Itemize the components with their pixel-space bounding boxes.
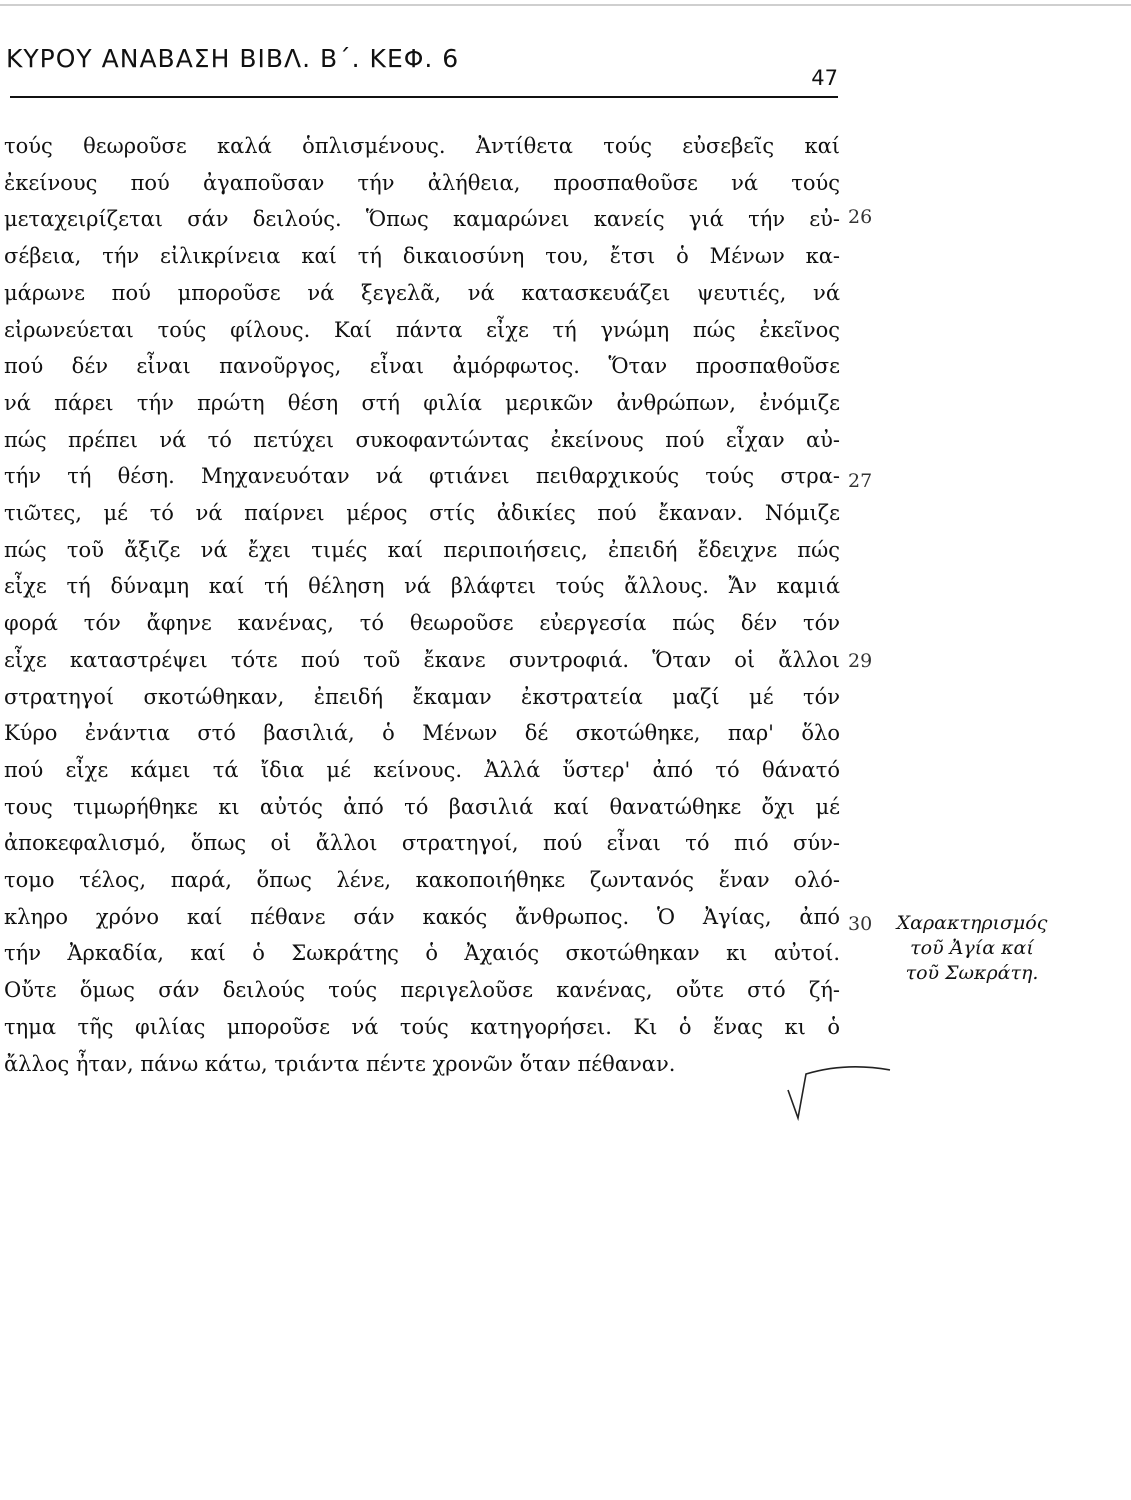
pen-check-mark bbox=[786, 1060, 896, 1130]
text-line: νά πάρει τήν πρώτη θέση στή φιλία μερικῶν ἀνθρώπων, ἐνόμιζε bbox=[4, 390, 840, 415]
text-line: πού δέν εἶναι πανοῦργος, εἶναι ἀμόρφωτος. Ὅταν προσπαθοῦσε bbox=[4, 354, 840, 379]
text-line: μεταχειρίζεται σάν δειλούς. Ὅπως καμαρώνει κανείς γιά τήν εὐ- bbox=[4, 207, 840, 232]
text-line: τούς θεωροῦσε καλά ὁπλισμένους. Ἀντίθετα τούς εὐσεβεῖς καί bbox=[4, 134, 840, 158]
text-line: πώς πρέπει νά τό πετύχει συκοφαντώντας ἐκείνους πού εἶχαν αὐ- bbox=[4, 427, 840, 452]
text-line: τιῶτες, μέ τό νά παίρνει μέρος στίς ἀδικίες πού ἔκαναν. Νόμιζε bbox=[4, 501, 840, 526]
header-rule bbox=[10, 96, 838, 98]
text-line: σέβεια, τήν εἰλικρίνεια καί τή δικαιοσύνη του, ἔτσι ὁ Μένων κα- bbox=[4, 244, 840, 269]
text-line: φορά τόν ἄφηνε κανένας, τό θεωροῦσε εὐεργεσία πώς δέν τόν bbox=[4, 611, 840, 636]
text-line: κληρο χρόνο καί πέθανε σάν κακός ἄνθρωπος. Ὁ Ἀγίας, ἀπό bbox=[4, 904, 840, 929]
margin-note-line: τοῦ Σωκράτη. bbox=[905, 962, 1039, 984]
text-line: ἐκείνους πού ἀγαποῦσαν τήν ἀλήθεια, προσπαθοῦσε νά τούς bbox=[4, 170, 840, 195]
text-line: τήν τή θέση. Μηχανευόταν νά φτιάνει πειθαρχικούς τούς στρα- bbox=[4, 464, 840, 489]
section-number: 27 bbox=[848, 470, 873, 492]
section-number: 26 bbox=[848, 206, 873, 228]
text-line: τημα τῆς φιλίας μποροῦσε νά τούς κατηγορήσει. Κι ὁ ἕνας κι ὁ bbox=[4, 1014, 840, 1039]
body-text bbox=[4, 128, 840, 1082]
section-number: 29 bbox=[848, 650, 873, 672]
text-line: τομο τέλος, παρά, ὅπως λένε, κακοποιήθηκε ζωντανός ἕναν ολό- bbox=[4, 868, 840, 893]
text-line: εἰρωνεύεται τούς φίλους. Καί πάντα εἶχε τή γνώμη πώς ἐκεῖνος bbox=[4, 317, 840, 342]
running-header bbox=[6, 44, 838, 94]
running-title: ΚΥΡΟΥ ΑΝΑΒΑΣΗ ΒΙΒΛ. Β΄. ΚΕΦ. 6 bbox=[6, 44, 460, 73]
text-line: πώς τοῦ ἄξιζε νά ἔχει τιμές καί περιποιήσεις, ἐπειδή ἔδειχνε πώς bbox=[4, 537, 840, 562]
text-line: μάρωνε πού μποροῦσε νά ξεγελᾶ, νά κατασκευάζει ψευτιές, νά bbox=[4, 280, 840, 305]
text-line: ἀποκεφαλισμό, ὅπως οἱ ἄλλοι στρατηγοί, πού εἶναι τό πιό σύν- bbox=[4, 831, 840, 856]
text-line: εἶχε τή δύναμη καί τή θέληση νά βλάφτει τούς ἄλλους. Ἄν καμιά bbox=[4, 574, 840, 599]
text-line: τους τιμωρήθηκε κι αὐτός ἀπό τό βασιλιά καί θανατώθηκε ὄχι μέ bbox=[4, 794, 840, 819]
text-line: εἶχε καταστρέψει τότε πού τοῦ ἔκανε συντροφιά. Ὅταν οἱ ἄλλοι bbox=[4, 647, 840, 672]
text-line: Οὔτε ὅμως σάν δειλούς τούς περιγελοῦσε κανένας, οὔτε στό ζή- bbox=[4, 978, 840, 1003]
section-number: 30 bbox=[848, 913, 873, 935]
page-number: 47 bbox=[811, 66, 838, 90]
margin-note-line: Χαρακτηρισμός bbox=[896, 912, 1048, 934]
text-line: ἄλλος ἦταν, πάνω κάτω, τριάντα πέντε χρονῶν ὅταν πέθαναν. bbox=[4, 1051, 676, 1076]
margin-note bbox=[872, 911, 1072, 986]
text-line: πού εἶχε κάμει τά ἴδια μέ κείνους. Ἀλλά ὕστερ' ἀπό τό θάνατό bbox=[4, 757, 840, 782]
text-line: Κύρο ἐνάντια στό βασιλιά, ὁ Μένων δέ σκοτώθηκε, παρ' ὅλο bbox=[4, 721, 840, 746]
scan-top-edge bbox=[0, 4, 1131, 6]
text-line: στρατηγοί σκοτώθηκαν, ἐπειδή ἔκαμαν ἐκστρατεία μαζί μέ τόν bbox=[4, 684, 840, 709]
margin-note-line: τοῦ Ἀγία καί bbox=[910, 937, 1034, 959]
text-line: τήν Ἀρκαδία, καί ὁ Σωκράτης ὁ Ἀχαιός σκοτώθηκαν κι αὐτοί. bbox=[4, 941, 840, 966]
